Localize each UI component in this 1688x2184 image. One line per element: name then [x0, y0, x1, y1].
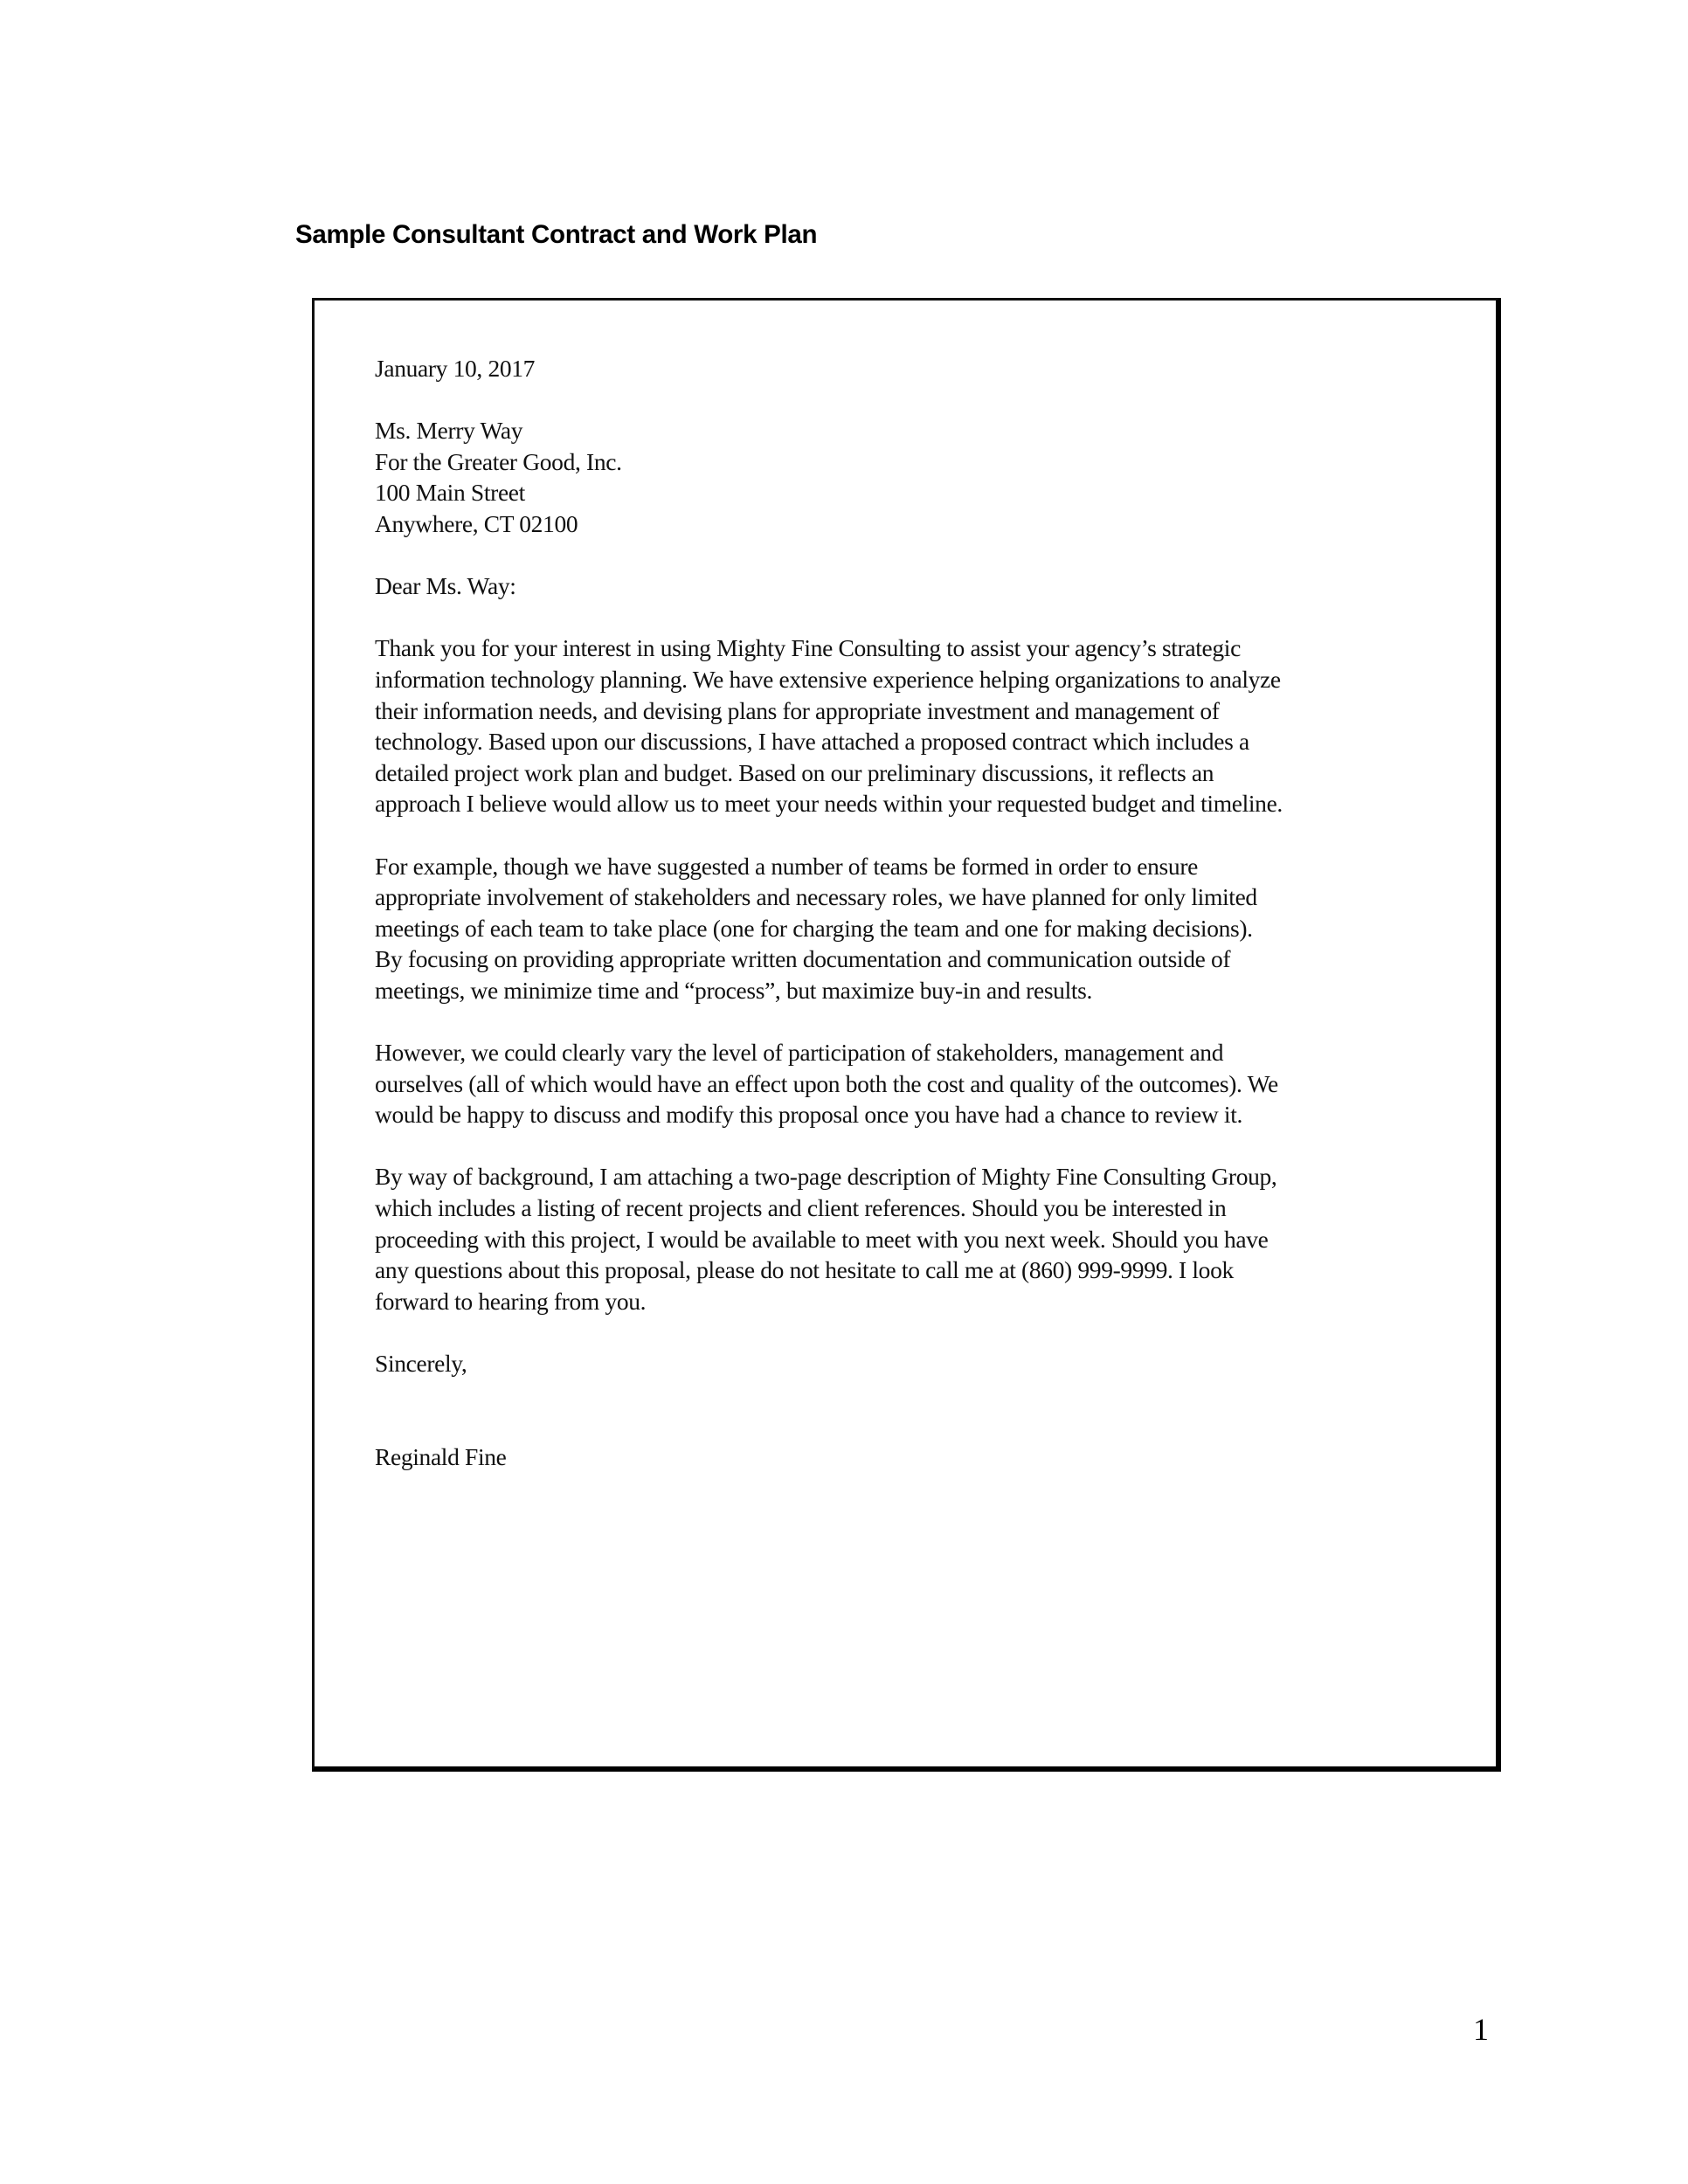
paragraph-line: technology. Based upon our discussions, I have attached a proposed contract which includes a — [375, 728, 1249, 756]
paragraph-line: Thank you for your interest in using Mighty Fine Consulting to assist your agency’s strategic — [375, 634, 1241, 662]
letter-date: January 10, 2017 — [375, 355, 536, 382]
address-line: Anywhere, CT 02100 — [375, 509, 578, 537]
paragraph-line: detailed project work plan and budget. Based on our preliminary discussions, it reflects an — [375, 758, 1214, 786]
salutation: Dear Ms. Way: — [375, 572, 516, 600]
paragraph-line: meetings, we minimize time and “process”, but maximize buy-in and results. — [375, 976, 1093, 1004]
paragraph-line: their information needs, and devising plans for appropriate investment and management of — [375, 696, 1220, 724]
paragraph-line: appropriate involvement of stakeholders and necessary roles, we have planned for only limited — [375, 883, 1257, 911]
paragraph-line: forward to hearing from you. — [375, 1287, 647, 1315]
paragraph — [375, 632, 1476, 819]
paragraph-line: proceeding with this project, I would be available to meet with you next week. Should you have — [375, 1225, 1269, 1253]
paragraph-line: approach I believe would allow us to meet your needs within your requested budget and timeline. — [375, 790, 1283, 818]
document-title: Sample Consultant Contract and Work Plan — [295, 220, 818, 249]
paragraph-line: meetings of each team to take place (one for charging the team and one for making decisions). — [375, 914, 1253, 942]
letter-body — [375, 353, 1476, 1472]
paragraph-line: However, we could clearly vary the level of participation of stakeholders, management and — [375, 1039, 1224, 1067]
paragraph — [375, 851, 1476, 1006]
paragraph-line: ourselves (all of which would have an effect upon both the cost and quality of the outcomes). We — [375, 1069, 1278, 1097]
paragraph-line: By way of background, I am attaching a two-page description of Mighty Fine Consulting Group, — [375, 1163, 1277, 1191]
page-number: 1 — [1473, 2012, 1489, 2047]
address-line: For the Greater Good, Inc. — [375, 447, 622, 475]
paragraph — [375, 1161, 1476, 1317]
paragraph-line: For example, though we have suggested a number of teams be formed in order to ensure — [375, 852, 1198, 880]
paragraph-line: information technology planning. We have extensive experience helping organizations to analyze — [375, 665, 1281, 693]
paragraph — [375, 1037, 1476, 1130]
address-line: Ms. Merry Way — [375, 417, 523, 445]
recipient-address — [375, 415, 1476, 539]
paragraph-line: By focusing on providing appropriate written documentation and communication outside of — [375, 945, 1231, 973]
closing: Sincerely, — [375, 1350, 467, 1377]
paragraph-line: which includes a listing of recent projects and client references. Should you be interested in — [375, 1194, 1227, 1222]
signature-name: Reginald Fine — [375, 1442, 507, 1470]
address-line: 100 Main Street — [375, 479, 525, 507]
paragraph-line: any questions about this proposal, please do not hesitate to call me at (860) 999-9999. I look — [375, 1256, 1234, 1284]
paragraph-line: would be happy to discuss and modify this proposal once you have had a chance to review it. — [375, 1101, 1243, 1129]
